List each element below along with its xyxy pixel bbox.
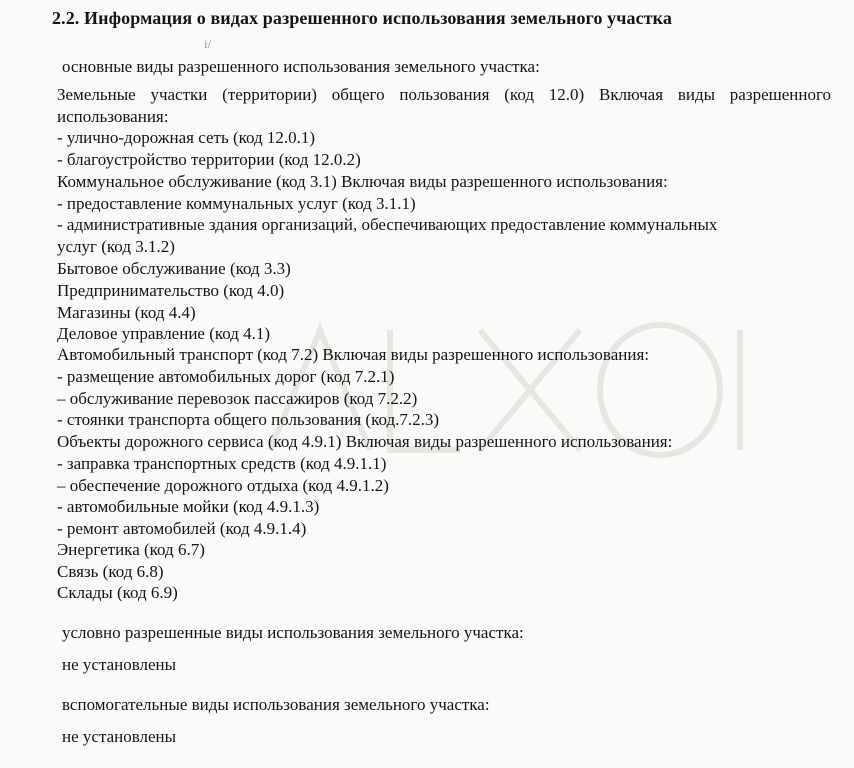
list-item: - заправка транспортных средств (код 4.9.1.1) <box>57 454 387 473</box>
list-item: – обслуживание перевозок пассажиров (код 7.2.2) <box>57 389 418 408</box>
list-item: Бытовое обслуживание (код 3.3) <box>57 259 291 278</box>
list-item: использования: <box>57 107 169 126</box>
list-item: – обеспечение дорожного отдыха (код 4.9.1.2) <box>57 476 389 495</box>
list-item: Энергетика (код 6.7) <box>57 540 205 559</box>
list-item: - автомобильные мойки (код 4.9.1.3) <box>57 497 320 516</box>
list-item: - благоустройство территории (код 12.0.2) <box>57 150 361 169</box>
list-item: - ремонт автомобилей (код 4.9.1.4) <box>57 519 307 538</box>
list-item: Связь (код 6.8) <box>57 562 164 581</box>
section-heading: 2.2. Информация о видах разрешенного использования земельного участка <box>52 8 672 28</box>
conditional-uses-label: условно разрешенные виды использования земельного участка: <box>62 623 524 642</box>
conditional-uses-value: не установлены <box>62 655 177 674</box>
list-item: услуг (код 3.1.2) <box>57 237 175 256</box>
list-item: Склады (код 6.9) <box>57 583 178 602</box>
list-item: Предпринимательство (код 4.0) <box>57 281 285 300</box>
main-uses-label: основные виды разрешенного использования земельного участка: <box>62 57 540 76</box>
list-item: Автомобильный транспорт (код 7.2) Включая виды разрешенного использования: <box>57 345 650 364</box>
pen-mark: і/ <box>204 36 212 51</box>
list-item: Объекты дорожного сервиса (код 4.9.1) Включая виды разрешенного использования: <box>57 432 673 451</box>
list-item: - стоянки транспорта общего пользования (код.7.2.3) <box>57 410 440 429</box>
auxiliary-uses-value: не установлены <box>62 727 177 746</box>
list-item: - предоставление коммунальных услуг (код 3.1.1) <box>57 194 416 213</box>
list-item: Деловое управление (код 4.1) <box>57 324 271 343</box>
list-item: - административные здания организаций, обеспечивающих предоставление коммунальных <box>57 215 718 234</box>
list-item: - размещение автомобильных дорог (код 7.2.1) <box>57 367 395 386</box>
auxiliary-uses-label: вспомогательные виды использования земельного участка: <box>62 695 490 714</box>
list-item: Земельные участки (территории) общего пользования (код 12.0) Включая виды разрешенного <box>57 85 831 104</box>
list-item: - улично-дорожная сеть (код 12.0.1) <box>57 128 316 147</box>
list-item: Магазины (код 4.4) <box>57 303 196 322</box>
list-item: Коммунальное обслуживание (код 3.1) Включая виды разрешенного использования: <box>57 172 668 191</box>
